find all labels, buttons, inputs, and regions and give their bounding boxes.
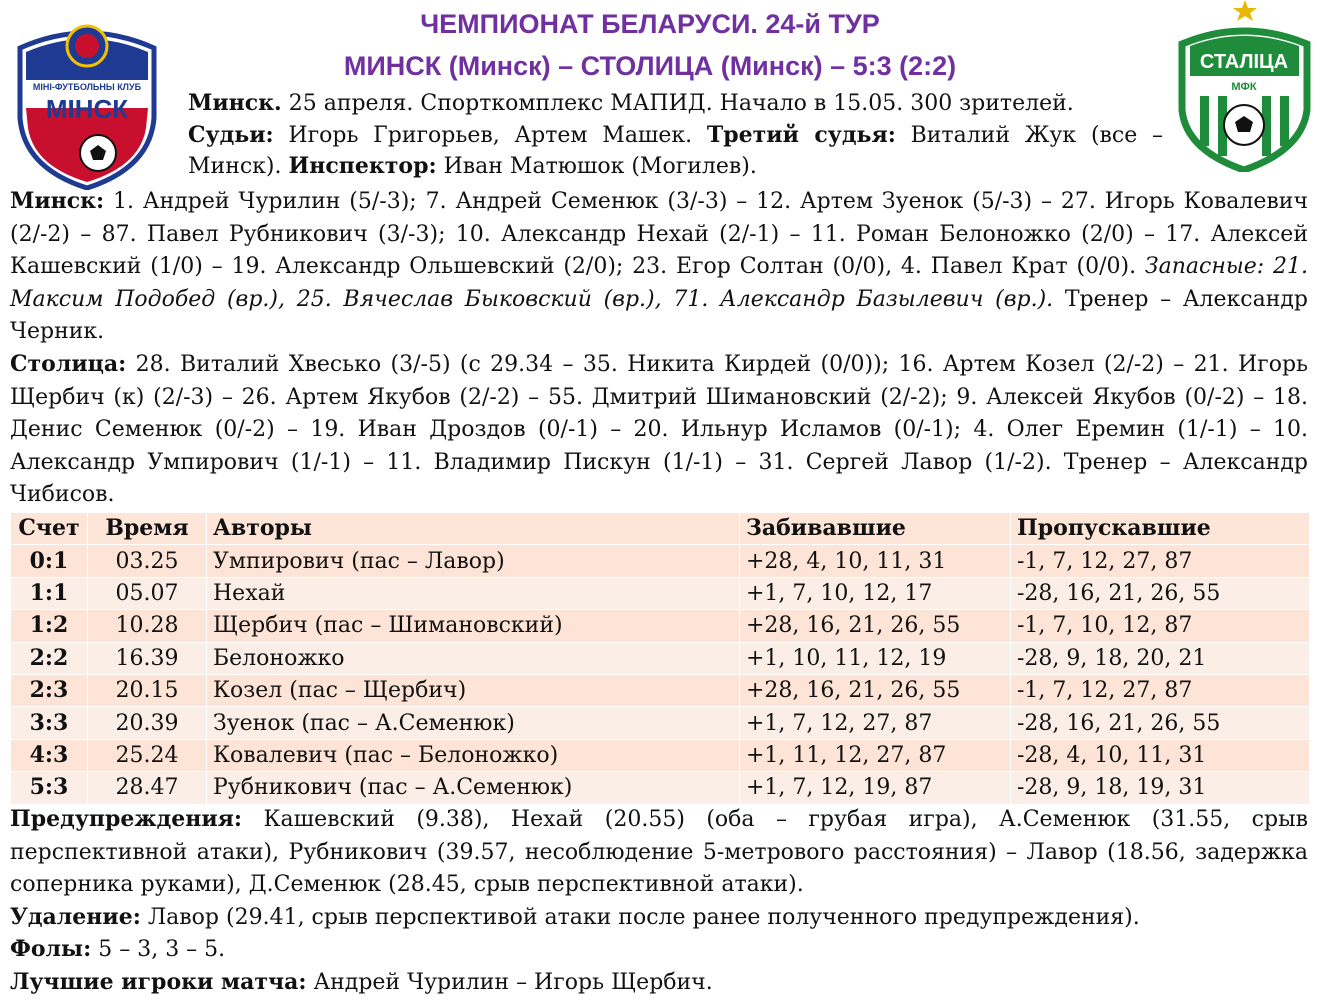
stolica-lineup-label: Столица:	[10, 351, 127, 377]
scoring-cell: +1, 7, 10, 12, 17	[740, 577, 1011, 609]
best-players-block	[10, 966, 1308, 1000]
author-cell: Умпирович (пас – Лавор)	[207, 545, 740, 577]
score-cell: 0:1	[11, 545, 88, 577]
author-cell: Козел (пас – Щербич)	[207, 674, 740, 706]
third-referee-text: Виталий Жук (все – Минск).	[188, 123, 1164, 179]
minsk-logo-caption: МІНІ-ФУТБОЛЬНЫ КЛУБ	[32, 82, 142, 92]
fouls-text: 5 – 3, 3 – 5.	[91, 937, 226, 962]
author-cell: Белоножко	[207, 642, 740, 674]
header-time: Время	[88, 513, 207, 545]
time-cell: 10.28	[88, 610, 207, 642]
time-cell: 25.24	[88, 739, 207, 771]
score-cell: 5:3	[11, 772, 88, 804]
fouls-label: Фолы:	[10, 936, 92, 962]
author-cell: Ковалевич (пас – Белоножко)	[207, 739, 740, 771]
table-row	[11, 642, 1310, 674]
warnings-block	[10, 803, 1308, 902]
scoring-cell: +1, 10, 11, 12, 19	[740, 642, 1011, 674]
time-cell: 20.15	[88, 674, 207, 706]
table-row	[11, 577, 1310, 609]
conceding-cell: -28, 9, 18, 20, 21	[1011, 642, 1310, 674]
author-cell: Нехай	[207, 577, 740, 609]
scoring-cell: +1, 7, 12, 19, 87	[740, 772, 1011, 804]
stolica-lineup-text: 28. Виталий Хвесько (3/-5) (с 29.34 – 35. Никита Кирдей (0/0)); 16. Артем Козел (2/-2) – 21. Игорь Щербич (к) (2/-3) – 26. Артем Якубов (2/-2) – 55. Дмитрий Шимановский (2/-2); 9. Алексей Якубов (0/-2) – 18. Денис Семенюк (0/-2) – 19. Иван Дроздов (0/-1) – 20. Ильнур Исламов (0/-1); 4. Олег Еремин (1/-1) – 10. Александр Умпирович (1/-1) – 11. Владимир Пискун (1/-1) – 31. Сергей Лавор (1/-2). Тренер – Александр Чибисов.	[10, 352, 1308, 507]
venue-text: 25 апреля. Спорткомплекс МАПИД. Начало в 15.05. 300 зрителей.	[281, 91, 1074, 116]
best-players-label: Лучшие игроки матча:	[10, 969, 307, 995]
stolica-logo-sub: МФК	[1231, 81, 1257, 93]
minsk-subs: Запасные: 21. Максим Подобед (вр.), 25. Вячеслав Быковский (вр.), 71. Александр Базылевич (вр.).	[10, 254, 1308, 312]
championship-title: ЧЕМПИОНАТ БЕЛАРУСИ. 24-й ТУР	[420, 9, 880, 39]
author-cell: Щербич (пас – Шимановский)	[207, 610, 740, 642]
inspector-label: Инспектор:	[288, 153, 437, 179]
goals-table-header	[11, 513, 1310, 545]
conceding-cell: -28, 16, 21, 26, 55	[1011, 577, 1310, 609]
conceding-cell: -28, 4, 10, 11, 31	[1011, 739, 1310, 771]
header-score: Счет	[11, 513, 88, 545]
venue-label: Минск.	[188, 90, 282, 116]
stolica-logo-name: СТАЛІЦА	[1199, 51, 1289, 73]
venue-line	[188, 88, 1163, 119]
minsk-logo-name: МІНСК	[45, 94, 129, 124]
sendoff-text: Лавор (29.41, срыв перспективой атаки после ранее полученного предупреждения).	[140, 905, 1140, 930]
conceding-cell: -28, 16, 21, 26, 55	[1011, 707, 1310, 739]
score-cell: 1:2	[11, 610, 88, 642]
scoring-cell: +28, 16, 21, 26, 55	[740, 610, 1011, 642]
minsk-lineup	[10, 185, 1308, 349]
table-row	[11, 739, 1310, 771]
header-on-court-conceding: Пропускавшие	[1011, 513, 1310, 545]
conceding-cell: -1, 7, 12, 27, 87	[1011, 674, 1310, 706]
score-cell: 4:3	[11, 739, 88, 771]
header-on-court-scoring: Забивавшие	[740, 513, 1011, 545]
conceding-cell: -28, 9, 18, 19, 31	[1011, 772, 1310, 804]
time-cell: 16.39	[88, 642, 207, 674]
scoring-cell: +28, 4, 10, 11, 31	[740, 545, 1011, 577]
score-cell: 3:3	[11, 707, 88, 739]
minsk-coach: Тренер – Александр Черник.	[10, 286, 1308, 344]
warnings-text: Кашевский (9.38), Нехай (20.55) (оба – грубая игра), А.Семенюк (31.55, срыв перспективной атаки), Рубникович (39.57, несоблюдение 5-метрового расстояния) – Лавор (18.56, задержка соперника руками), Д.Семенюк (28.45, срыв перспективной атаки).	[10, 807, 1308, 897]
referees-text: Игорь Григорьев, Артем Машек.	[273, 123, 707, 148]
referees-label: Судьи:	[188, 122, 274, 148]
time-cell: 20.39	[88, 707, 207, 739]
sendoff-block	[10, 901, 1308, 935]
fouls-block	[10, 933, 1308, 967]
warnings-label: Предупреждения:	[10, 806, 243, 832]
officials-block	[188, 120, 1163, 182]
author-cell: Зуенок (пас – А.Семенюк)	[207, 707, 740, 739]
scoring-cell: +1, 11, 12, 27, 87	[740, 739, 1011, 771]
time-cell: 28.47	[88, 772, 207, 804]
header-authors: Авторы	[207, 513, 740, 545]
table-row	[11, 772, 1310, 804]
scoring-cell: +1, 7, 12, 27, 87	[740, 707, 1011, 739]
stolica-lineup	[10, 348, 1308, 512]
sendoff-label: Удаление:	[10, 904, 141, 930]
goals-table	[10, 512, 1310, 805]
score-cell: 2:2	[11, 642, 88, 674]
inspector-text: Иван Матюшок (Могилев).	[436, 154, 757, 179]
time-cell: 03.25	[88, 545, 207, 577]
score-cell: 2:3	[11, 674, 88, 706]
table-row	[11, 610, 1310, 642]
score-cell: 1:1	[11, 577, 88, 609]
match-title: МИНСК (Минск) – СТОЛИЦА (Минск) – 5:3 (2:2)	[343, 51, 957, 81]
conceding-cell: -1, 7, 10, 12, 87	[1011, 610, 1310, 642]
best-players-text: Андрей Чурилин – Игорь Щербич.	[306, 970, 713, 995]
table-row	[11, 674, 1310, 706]
conceding-cell: -1, 7, 12, 27, 87	[1011, 545, 1310, 577]
table-row	[11, 545, 1310, 577]
time-cell: 05.07	[88, 577, 207, 609]
table-row	[11, 707, 1310, 739]
minsk-club-logo	[12, 18, 162, 190]
minsk-lineup-label: Минск:	[10, 188, 105, 214]
scoring-cell: +28, 16, 21, 26, 55	[740, 674, 1011, 706]
third-referee-label: Третий судья:	[706, 122, 896, 148]
author-cell: Рубникович (пас – А.Семенюк)	[207, 772, 740, 804]
minsk-lineup-text: 1. Андрей Чурилин (5/-3); 7. Андрей Семенюк (3/-3) – 12. Артем Зуенок (5/-3) – 27. Игорь Ковалевич (2/-2) – 87. Павел Рубникович (3/-3); 10. Александр Нехай (2/-1) – 11. Роман Белоножко (2/0) – 17. Алексей Кашевский (1/0) – 19. Александр Ольшевский (2/0); 23. Егор Солтан (0/0), 4. Павел Крат (0/0).	[10, 189, 1308, 279]
stolica-club-logo	[1172, 0, 1317, 172]
